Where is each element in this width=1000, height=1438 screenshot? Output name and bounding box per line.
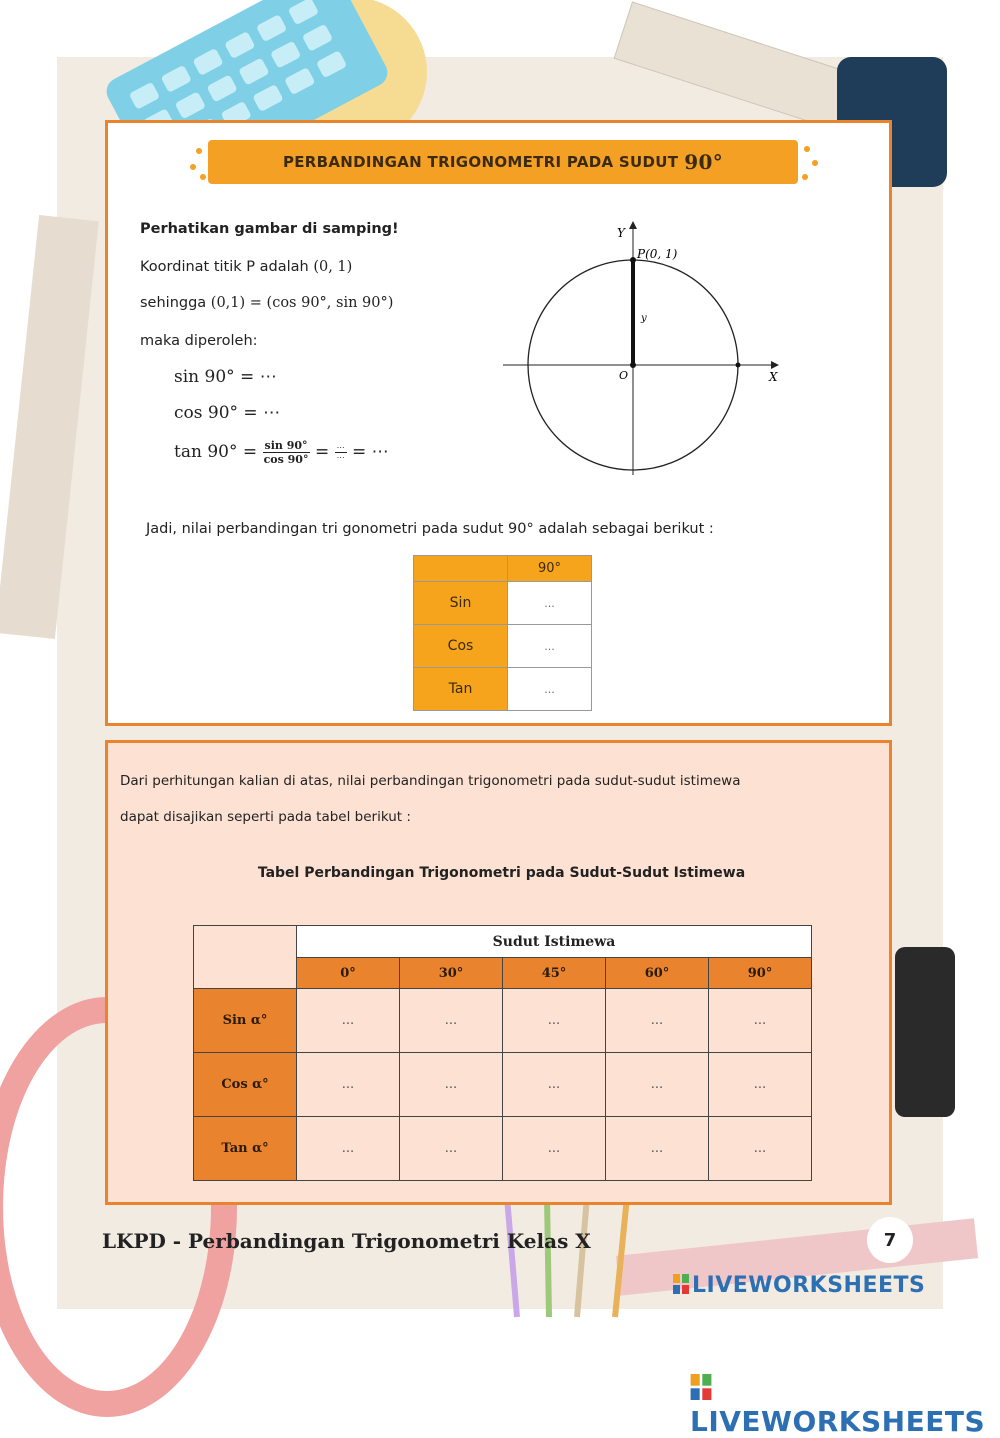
table-title: Tabel Perbandingan Trigonometri pada Sudut-Sudut Istimewa: [257, 865, 746, 881]
answer-cell[interactable]: ...: [606, 1053, 709, 1117]
coordinate-value: (0, 1): [313, 259, 353, 275]
relation-line: [140, 295, 393, 311]
worksheet-page: [57, 57, 943, 1309]
answer-tan-90[interactable]: ...: [508, 668, 592, 711]
summary-line-2: dapat disajikan seperti pada tabel berikut :: [120, 809, 411, 825]
tan-equation: [174, 439, 389, 466]
angle-header-60: 60°: [606, 958, 709, 989]
liveworksheets-text-inner: LIVEWORKSHEETS: [692, 1273, 926, 1298]
y-axis-arrow-icon: [629, 221, 637, 229]
answer-cell[interactable]: ...: [503, 1053, 606, 1117]
sin-equation: sin 90° = ⋯: [174, 367, 277, 387]
point-p: [630, 257, 636, 263]
table-row: [414, 625, 592, 668]
relation-math: (0,1) = (cos 90°, sin 90°): [210, 295, 394, 311]
x-axis-label: X: [769, 370, 778, 384]
banner-degree: 90°: [684, 150, 724, 174]
cos-equation: cos 90° = ⋯: [174, 403, 281, 423]
answer-cell[interactable]: ...: [606, 989, 709, 1053]
answer-cell[interactable]: ...: [400, 1053, 503, 1117]
coordinate-line: [140, 259, 352, 275]
table-row: [414, 556, 592, 582]
row-label-tan: Tan α°: [194, 1117, 297, 1181]
liveworksheets-text-outer: LIVEWORKSHEETS: [690, 1405, 986, 1438]
answer-cell[interactable]: ...: [709, 1053, 812, 1117]
row-label-sin: Sin: [414, 582, 508, 625]
table-row: [194, 989, 812, 1053]
point-p-label: P(0, 1): [637, 247, 678, 261]
answer-cell[interactable]: ...: [709, 989, 812, 1053]
liveworksheets-logo-icon: [673, 1274, 689, 1294]
circle-x-intercept: [736, 363, 741, 368]
derived-line: maka diperoleh:: [140, 333, 258, 349]
answer-cell[interactable]: ...: [297, 1117, 400, 1181]
row-label-sin: Sin α°: [194, 989, 297, 1053]
answer-cell[interactable]: ...: [297, 1053, 400, 1117]
tan-lhs: tan 90° =: [174, 442, 258, 463]
tan-rhs: = ⋯: [352, 442, 389, 463]
tan-equals: =: [314, 442, 330, 463]
footer-title: LKPD - Perbandingan Trigonometri Kelas X: [102, 1229, 591, 1253]
row-label-cos: Cos α°: [194, 1053, 297, 1117]
table-90-degree: [413, 555, 592, 711]
special-angles-table: [193, 925, 812, 1181]
table-header-90: 90°: [508, 556, 592, 582]
summary-line-1: Dari perhitungan kalian di atas, nilai perbandingan trigonometri pada sudut-sudut istimewa: [120, 773, 741, 789]
answer-cell[interactable]: ...: [606, 1117, 709, 1181]
table-row: [414, 668, 592, 711]
table-row: [414, 582, 592, 625]
liveworksheets-logo-icon: [690, 1374, 712, 1400]
answer-cell[interactable]: ...: [709, 1117, 812, 1181]
origin-point: [630, 362, 636, 368]
tan-blank-fraction: [335, 443, 347, 463]
answer-cell[interactable]: ...: [400, 989, 503, 1053]
answer-cell[interactable]: ...: [503, 1117, 606, 1181]
angle-header-30: 30°: [400, 958, 503, 989]
answer-cell[interactable]: ...: [400, 1117, 503, 1181]
table-corner: [414, 556, 508, 582]
table-row: [194, 926, 812, 958]
angle-header-90: 90°: [709, 958, 812, 989]
row-label-tan: Tan: [414, 668, 508, 711]
table-row: [194, 1117, 812, 1181]
angle-header-0: 0°: [297, 958, 400, 989]
answer-cos-90[interactable]: ...: [508, 625, 592, 668]
section-special-angles: [105, 740, 892, 1205]
x-axis-arrow-icon: [771, 361, 779, 369]
table-row: [194, 1053, 812, 1117]
liveworksheets-logo-outer[interactable]: [690, 1372, 1000, 1438]
segment-y-label: y: [641, 313, 647, 324]
tan-denominator: cos 90°: [263, 453, 309, 467]
group-header: Sudut Istimewa: [297, 926, 812, 958]
tan-blank-numerator: ⋯: [336, 442, 345, 452]
answer-cell[interactable]: ...: [503, 989, 606, 1053]
page-number: 7: [867, 1217, 913, 1263]
section-90-degree: [105, 120, 892, 726]
section-banner: [208, 140, 798, 184]
instruction-heading: Perhatikan gambar di samping!: [140, 221, 399, 237]
origin-label: O: [619, 369, 629, 382]
coordinate-text: Koordinat titik P adalah: [140, 259, 309, 275]
unit-circle-diagram: [513, 215, 783, 485]
answer-sin-90[interactable]: ...: [508, 582, 592, 625]
relation-text: sehingga: [140, 295, 207, 311]
tan-fraction: [263, 439, 310, 466]
row-label-cos: Cos: [414, 625, 508, 668]
banner-title: PERBANDINGAN TRIGONOMETRI PADA SUDUT: [282, 153, 679, 171]
answer-cell[interactable]: ...: [297, 989, 400, 1053]
table-corner: [194, 926, 297, 989]
tan-numerator: sin 90°: [264, 439, 308, 452]
tan-blank-denominator: ⋯: [336, 453, 345, 463]
angle-header-45: 45°: [503, 958, 606, 989]
conclusion-text: Jadi, nilai perbandingan tri gonometri pada sudut 90° adalah sebagai berikut :: [146, 521, 714, 537]
liveworksheets-logo-inner: [673, 1273, 925, 1298]
y-axis-label: Y: [617, 226, 625, 240]
